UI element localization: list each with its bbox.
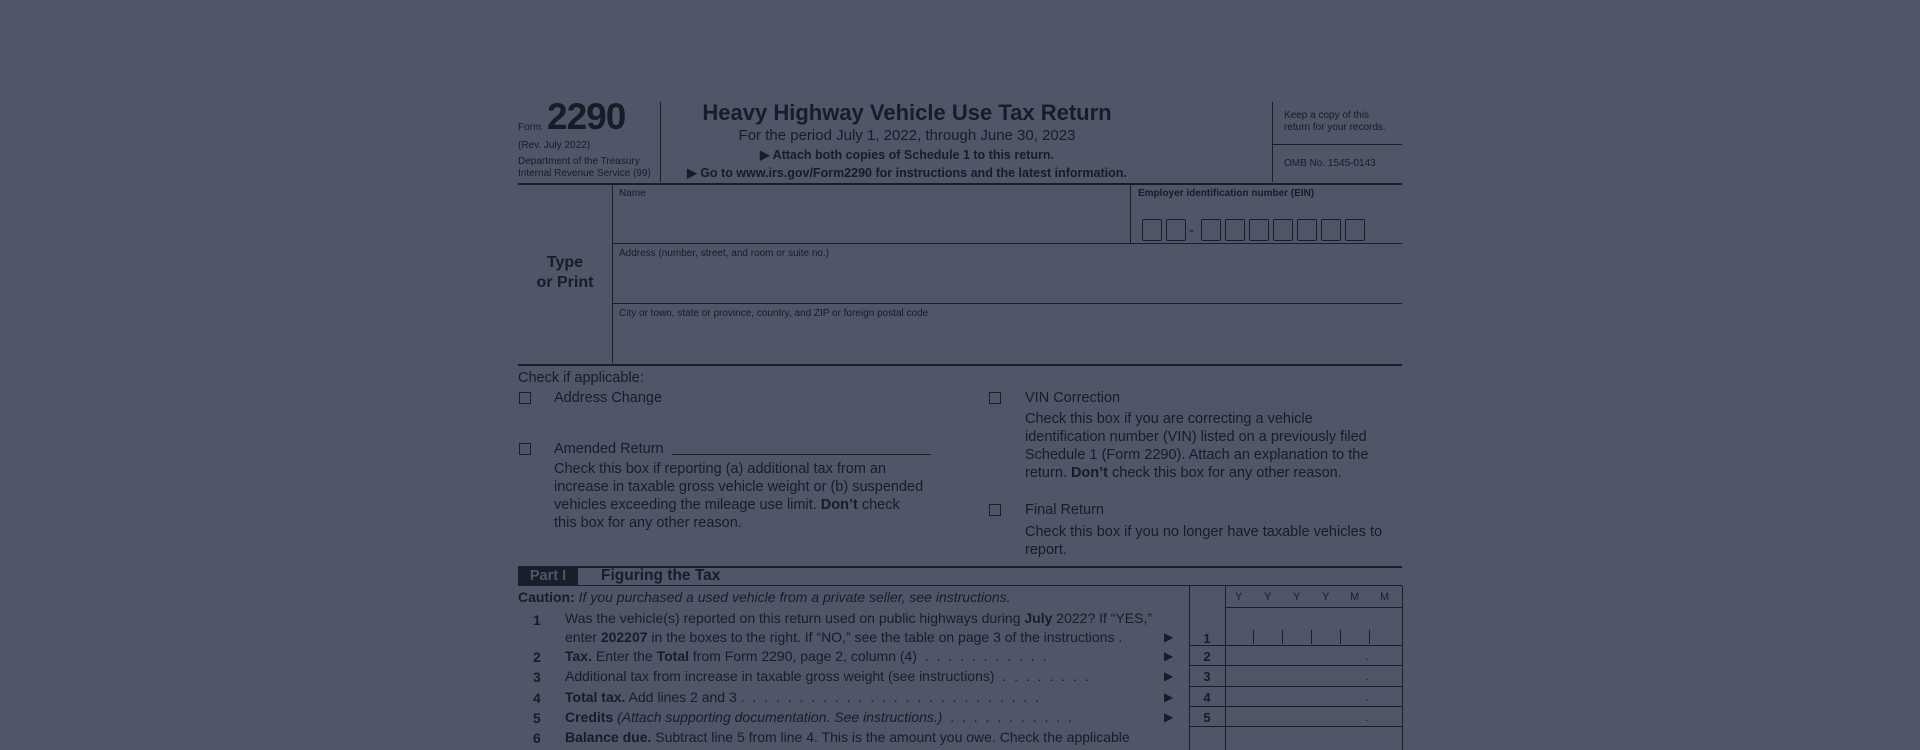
- date-header-y1: Y: [1235, 591, 1243, 603]
- caution: Caution: If you purchased a used vehicle from a private seller, see instructions.: [518, 589, 1011, 605]
- type-or-print: [518, 253, 612, 293]
- form-2290: [518, 96, 1402, 750]
- ein-label: Employer identification number (EIN): [1138, 188, 1315, 199]
- date-header-y3: Y: [1293, 591, 1301, 603]
- goto-note: ▶ Go to www.irs.gov/Form2290 for instructions and the latest information.: [687, 166, 1127, 180]
- form-number: 2290: [547, 96, 626, 137]
- address-field[interactable]: [618, 260, 1398, 300]
- vin-correction-checkbox[interactable]: [989, 392, 1001, 404]
- line-2-num: 2: [533, 649, 541, 665]
- arrow-icon: ▶: [1164, 710, 1174, 724]
- address-change-checkbox[interactable]: [519, 392, 531, 404]
- keep-copy-2: return for your records.: [1284, 122, 1386, 133]
- irs-label: Internal Revenue Service (99): [518, 168, 651, 179]
- form-prefix: Form: [518, 122, 542, 133]
- line-4-amount[interactable]: [1226, 687, 1401, 706]
- address-change-label: Address Change: [554, 390, 663, 406]
- line1-date-input[interactable]: [1226, 608, 1401, 645]
- line-5-amount[interactable]: [1226, 707, 1401, 726]
- amended-description: Check this box if reporting (a) additional tax from an increase in taxable gross vehicle weight or (b) suspended vehicles exceeding the mileage use limit. Don’t check this box for any other reason.: [554, 461, 924, 531]
- arrow-icon: ▶: [1164, 669, 1174, 683]
- line-5-text: Credits (Attach supporting documentation. See instructions.) . . . . . . . . . . .: [565, 709, 1074, 725]
- amended-return-label: Amended Return: [554, 441, 664, 457]
- decimal-point: .: [1365, 669, 1369, 683]
- part1-tag: Part I: [518, 567, 578, 585]
- city-label: City or town, state or province, country, and ZIP or foreign postal code: [619, 308, 929, 319]
- part1-title: Figuring the Tax: [601, 567, 721, 584]
- line-1-text-b: enter 202207 in the boxes to the right. If “NO,” see the table on page 3 of the instructions .: [565, 629, 1123, 645]
- dept-treasury: Department of the Treasury: [518, 156, 640, 167]
- line-5-num: 5: [533, 710, 541, 726]
- ein-digit-box[interactable]: [1225, 219, 1245, 241]
- check-heading: Check if applicable:: [518, 370, 644, 386]
- page-title: Heavy Highway Vehicle Use Tax Return: [702, 100, 1112, 125]
- decimal-point: .: [1365, 649, 1369, 663]
- date-header-m2: M: [1380, 591, 1390, 603]
- line-6-text: Balance due. Subtract line 5 from line 4. This is the amount you owe. Check the applicable: [565, 729, 1130, 745]
- name-field[interactable]: [618, 200, 1126, 240]
- form-revision: (Rev. July 2022): [518, 140, 591, 151]
- name-label: Name: [619, 188, 646, 199]
- date-header-y4: Y: [1322, 591, 1330, 603]
- line-6-num: 6: [533, 730, 541, 746]
- date-header-y2: Y: [1264, 591, 1272, 603]
- line-1-text-a: Was the vehicle(s) reported on this return used on public highways during July 2022? If “YES,”: [565, 610, 1153, 626]
- ein-digit-box[interactable]: [1249, 219, 1269, 241]
- ein-digit-box[interactable]: [1166, 219, 1186, 241]
- box-3-num: 3: [1203, 669, 1211, 684]
- city-field[interactable]: [618, 320, 1398, 360]
- line-4-text: Total tax. Add lines 2 and 3 . . . . . . . . . . . . . . . . . . . . . . . . . .: [565, 689, 1042, 705]
- vin-correction-label: VIN Correction: [1025, 390, 1121, 406]
- ein-digit-box[interactable]: [1297, 219, 1317, 241]
- amended-return-checkbox[interactable]: [519, 443, 531, 455]
- line-3-num: 3: [533, 669, 541, 685]
- arrow-icon: ▶: [1164, 690, 1174, 704]
- final-return-label: Final Return: [1025, 502, 1104, 518]
- ein-digit-box[interactable]: [1321, 219, 1341, 241]
- final-return-checkbox[interactable]: [989, 504, 1001, 516]
- attach-note: ▶ Attach both copies of Schedule 1 to this return.: [760, 148, 1054, 162]
- arrow-icon: ▶: [1164, 630, 1174, 644]
- ein-digit-box[interactable]: [1345, 219, 1365, 241]
- ein-dash: -: [1189, 222, 1194, 239]
- final-description: Check this box if you no longer have taxable vehicles to report.: [1025, 524, 1383, 558]
- box-2-num: 2: [1203, 649, 1211, 664]
- decimal-point: .: [1365, 710, 1369, 724]
- decimal-point: .: [1365, 690, 1369, 704]
- ein-digit-box[interactable]: [1201, 219, 1221, 241]
- ein-digit-box[interactable]: [1142, 219, 1162, 241]
- line-2-amount[interactable]: [1226, 646, 1401, 665]
- type-label: Type: [546, 254, 584, 271]
- form-id-block: [518, 96, 658, 186]
- line-4-num: 4: [533, 690, 541, 706]
- vin-description: Check this box if you are correcting a vehicle identification number (VIN) listed on a previously filed Schedule 1 (Form 2290). Attach an explanation to the return. Don’t check this box for any other reason.: [1025, 411, 1369, 481]
- date-header-m1: M: [1350, 591, 1360, 603]
- header-title-block: [664, 100, 1150, 182]
- keep-copy-1: Keep a copy of this: [1284, 110, 1370, 121]
- line-3-text: Additional tax from increase in taxable gross weight (see instructions) . . . . . . . .: [565, 668, 1091, 684]
- line-1-num: 1: [533, 612, 541, 628]
- arrow-icon: ▶: [1164, 649, 1174, 663]
- box-5-num: 5: [1203, 710, 1211, 725]
- box-4-num: 4: [1203, 690, 1211, 705]
- box-1-num: 1: [1203, 631, 1211, 646]
- tax-period: For the period July 1, 2022, through June 30, 2023: [738, 127, 1076, 144]
- address-label: Address (number, street, and room or suite no.): [619, 248, 830, 259]
- line-3-amount[interactable]: [1226, 666, 1401, 685]
- line-2-text: Tax. Enter the Total from Form 2290, page 2, column (4) . . . . . . . . . . .: [565, 648, 1049, 664]
- ein-digit-box[interactable]: [1273, 219, 1293, 241]
- or-print-label: or Print: [536, 274, 594, 291]
- omb-number: OMB No. 1545-0143: [1284, 158, 1376, 169]
